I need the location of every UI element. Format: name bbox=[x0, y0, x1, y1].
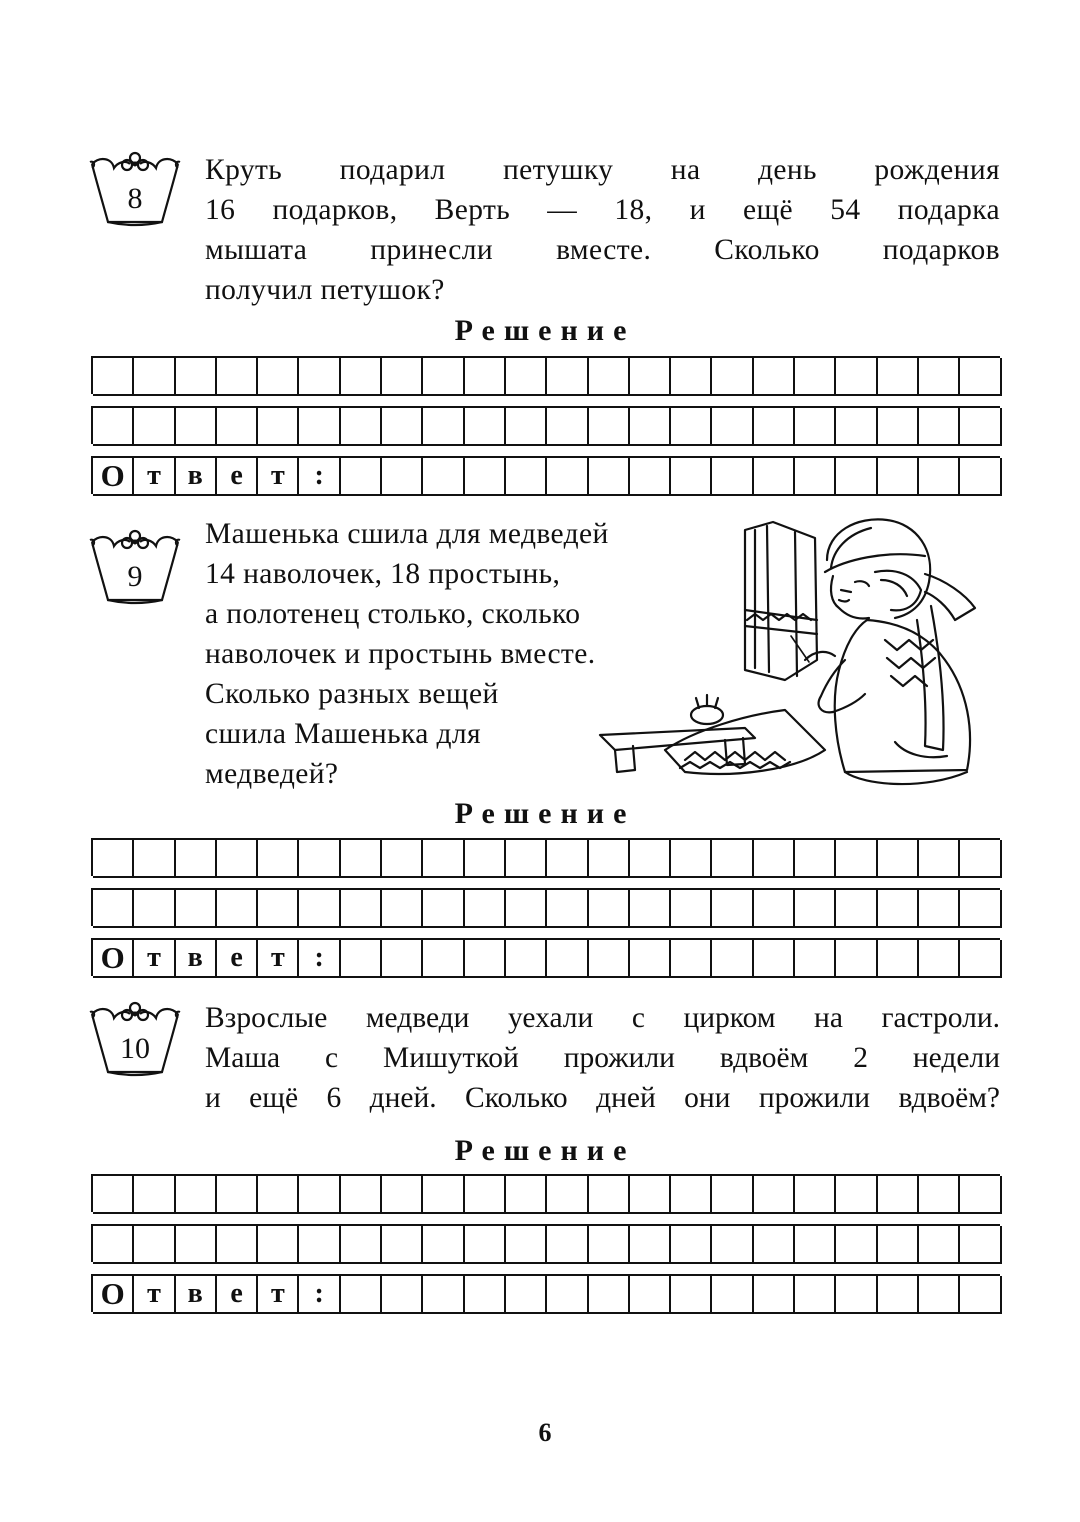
grid-cell[interactable] bbox=[712, 1176, 753, 1214]
answer-label-cell: т bbox=[134, 458, 175, 496]
grid-cell[interactable] bbox=[589, 1176, 630, 1214]
grid-cell[interactable] bbox=[795, 940, 836, 978]
grid-cell[interactable] bbox=[547, 890, 588, 928]
grid-cell[interactable] bbox=[836, 1176, 877, 1214]
grid-cell[interactable] bbox=[712, 1276, 753, 1314]
grid-cell[interactable] bbox=[134, 358, 175, 396]
solution-heading: Решение bbox=[454, 1134, 636, 1167]
grid-cell[interactable] bbox=[341, 358, 382, 396]
grid-cell[interactable] bbox=[589, 1226, 630, 1264]
answer-label-cell: : bbox=[299, 1276, 340, 1314]
answer-label-cell: т bbox=[258, 458, 299, 496]
grid-cell[interactable] bbox=[795, 1276, 836, 1314]
grid-cell[interactable] bbox=[795, 840, 836, 878]
grid-cell[interactable] bbox=[630, 1226, 671, 1264]
grid-cell[interactable] bbox=[878, 890, 919, 928]
grid-cell[interactable] bbox=[547, 940, 588, 978]
grid-cell[interactable] bbox=[423, 458, 464, 496]
answer-label-cell: т bbox=[258, 940, 299, 978]
problem-line: и ещё 6 дней. Сколько дней они прожили вдвоём? bbox=[205, 1082, 1000, 1114]
grid-cell[interactable] bbox=[712, 408, 753, 446]
problem-line: 14 наволочек, 18 простынь, bbox=[205, 558, 561, 590]
grid-cell[interactable] bbox=[878, 358, 919, 396]
grid-cell[interactable] bbox=[919, 358, 960, 396]
grid-cell[interactable] bbox=[754, 408, 795, 446]
problem-line: получил петушок? bbox=[205, 274, 445, 306]
grid-cell[interactable] bbox=[299, 358, 340, 396]
problem-line: наволочек и простынь вместе. bbox=[205, 638, 596, 670]
answer-label-cell: в bbox=[176, 1276, 217, 1314]
solution-grid-row[interactable] bbox=[91, 1174, 1000, 1212]
grid-cell[interactable] bbox=[878, 1276, 919, 1314]
grid-cell[interactable] bbox=[878, 458, 919, 496]
grid-cell[interactable] bbox=[382, 840, 423, 878]
grid-cell[interactable] bbox=[754, 358, 795, 396]
grid-cell[interactable] bbox=[878, 408, 919, 446]
grid-cell[interactable] bbox=[754, 1176, 795, 1214]
grid-cell[interactable] bbox=[217, 890, 258, 928]
grid-cell[interactable] bbox=[919, 1226, 960, 1264]
answer-label-cell: е bbox=[217, 940, 258, 978]
grid-cell[interactable] bbox=[754, 458, 795, 496]
grid-cell[interactable] bbox=[630, 840, 671, 878]
grid-cell[interactable] bbox=[506, 458, 547, 496]
grid-cell[interactable] bbox=[506, 1176, 547, 1214]
grid-cell[interactable] bbox=[299, 1176, 340, 1214]
grid-cell[interactable] bbox=[423, 408, 464, 446]
grid-cell[interactable] bbox=[217, 840, 258, 878]
grid-cell[interactable] bbox=[547, 840, 588, 878]
grid-cell[interactable] bbox=[93, 1176, 134, 1214]
task-number: 10 bbox=[120, 1032, 150, 1065]
grid-cell[interactable] bbox=[754, 1226, 795, 1264]
solution-grid-row[interactable] bbox=[91, 356, 1000, 394]
grid-cell[interactable] bbox=[382, 408, 423, 446]
grid-cell[interactable] bbox=[671, 840, 712, 878]
grid-cell[interactable] bbox=[176, 1226, 217, 1264]
grid-cell[interactable] bbox=[712, 358, 753, 396]
grid-cell[interactable] bbox=[506, 408, 547, 446]
grid-cell[interactable] bbox=[299, 840, 340, 878]
grid-cell[interactable] bbox=[630, 408, 671, 446]
grid-cell[interactable] bbox=[795, 408, 836, 446]
grid-cell[interactable] bbox=[465, 1226, 506, 1264]
grid-cell[interactable] bbox=[382, 358, 423, 396]
grid-cell[interactable] bbox=[506, 1276, 547, 1314]
grid-cell[interactable] bbox=[712, 1226, 753, 1264]
grid-cell[interactable] bbox=[795, 458, 836, 496]
grid-cell[interactable] bbox=[878, 1176, 919, 1214]
grid-cell[interactable] bbox=[258, 1176, 299, 1214]
grid-cell[interactable] bbox=[93, 840, 134, 878]
grid-cell[interactable] bbox=[465, 890, 506, 928]
grid-cell[interactable] bbox=[176, 358, 217, 396]
grid-cell[interactable] bbox=[630, 458, 671, 496]
answer-label-cell: е bbox=[217, 1276, 258, 1314]
grid-cell[interactable] bbox=[630, 358, 671, 396]
grid-cell[interactable] bbox=[919, 408, 960, 446]
grid-cell[interactable] bbox=[919, 840, 960, 878]
answer-label-cell: О bbox=[93, 940, 134, 978]
grid-cell[interactable] bbox=[93, 358, 134, 396]
grid-cell[interactable] bbox=[299, 1226, 340, 1264]
answer-label-cell: е bbox=[217, 458, 258, 496]
grid-cell[interactable] bbox=[341, 940, 382, 978]
grid-cell[interactable] bbox=[258, 358, 299, 396]
grid-cell[interactable] bbox=[341, 408, 382, 446]
grid-cell[interactable] bbox=[176, 890, 217, 928]
grid-cell[interactable] bbox=[382, 458, 423, 496]
grid-cell[interactable] bbox=[547, 1226, 588, 1264]
solution-grid-row[interactable] bbox=[91, 1224, 1000, 1262]
grid-cell[interactable] bbox=[547, 358, 588, 396]
grid-cell[interactable] bbox=[93, 408, 134, 446]
crown-number-badge bbox=[86, 1000, 184, 1078]
problem-line: Машенька сшила для медведей bbox=[205, 518, 609, 550]
page-number: 6 bbox=[538, 1418, 552, 1447]
grid-cell[interactable] bbox=[217, 1226, 258, 1264]
grid-cell[interactable] bbox=[465, 458, 506, 496]
grid-cell[interactable] bbox=[960, 1226, 1001, 1264]
grid-cell[interactable] bbox=[712, 940, 753, 978]
grid-cell[interactable] bbox=[671, 458, 712, 496]
problem-line: 16 подарков, Верть — 18, и ещё 54 подарка bbox=[205, 194, 1000, 226]
problem-text bbox=[205, 150, 1000, 310]
grid-cell[interactable] bbox=[712, 458, 753, 496]
grid-cell[interactable] bbox=[341, 1276, 382, 1314]
grid-cell[interactable] bbox=[134, 1176, 175, 1214]
crown-number-badge bbox=[86, 150, 184, 228]
grid-cell[interactable] bbox=[176, 1176, 217, 1214]
grid-cell[interactable] bbox=[258, 890, 299, 928]
grid-cell[interactable] bbox=[506, 1226, 547, 1264]
answer-label-cell: О bbox=[93, 1276, 134, 1314]
solution-grid-row[interactable] bbox=[91, 888, 1000, 926]
problem-line: медведей? bbox=[205, 758, 339, 790]
grid-cell[interactable] bbox=[589, 840, 630, 878]
grid-cell[interactable] bbox=[671, 358, 712, 396]
answer-label-cell: О bbox=[93, 458, 134, 496]
answer-label-cell: т bbox=[258, 1276, 299, 1314]
grid-cell[interactable] bbox=[93, 1226, 134, 1264]
answer-label-cell: в bbox=[176, 458, 217, 496]
grid-cell[interactable] bbox=[754, 840, 795, 878]
grid-cell[interactable] bbox=[836, 940, 877, 978]
grid-cell[interactable] bbox=[465, 840, 506, 878]
grid-cell[interactable] bbox=[382, 890, 423, 928]
grid-cell[interactable] bbox=[836, 408, 877, 446]
grid-cell[interactable] bbox=[465, 1176, 506, 1214]
grid-cell[interactable] bbox=[630, 1176, 671, 1214]
grid-cell[interactable] bbox=[960, 408, 1001, 446]
grid-cell[interactable] bbox=[134, 1226, 175, 1264]
grid-cell[interactable] bbox=[465, 408, 506, 446]
grid-cell[interactable] bbox=[878, 1226, 919, 1264]
grid-cell[interactable] bbox=[134, 890, 175, 928]
problem-line: а полотенец столько, сколько bbox=[205, 598, 581, 630]
problem-line: мышата принесли вместе. Сколько подарков bbox=[205, 234, 1000, 266]
grid-cell[interactable] bbox=[176, 408, 217, 446]
answer-label-cell: : bbox=[299, 940, 340, 978]
grid-cell[interactable] bbox=[382, 940, 423, 978]
grid-cell[interactable] bbox=[134, 408, 175, 446]
grid-cell[interactable] bbox=[960, 940, 1001, 978]
grid-cell[interactable] bbox=[960, 458, 1001, 496]
grid-cell[interactable] bbox=[465, 358, 506, 396]
grid-cell[interactable] bbox=[630, 1276, 671, 1314]
solution-heading: Решение bbox=[454, 314, 636, 347]
answer-label-cell: т bbox=[134, 940, 175, 978]
grid-cell[interactable] bbox=[547, 408, 588, 446]
grid-cell[interactable] bbox=[134, 840, 175, 878]
grid-cell[interactable] bbox=[506, 358, 547, 396]
grid-cell[interactable] bbox=[836, 358, 877, 396]
grid-cell[interactable] bbox=[878, 840, 919, 878]
grid-cell[interactable] bbox=[754, 940, 795, 978]
problem-line: Маша с Мишуткой прожили вдвоём 2 недели bbox=[205, 1042, 1000, 1074]
grid-cell[interactable] bbox=[919, 458, 960, 496]
grid-cell[interactable] bbox=[795, 358, 836, 396]
grid-cell[interactable] bbox=[878, 940, 919, 978]
grid-cell[interactable] bbox=[836, 458, 877, 496]
grid-cell[interactable] bbox=[589, 358, 630, 396]
grid-cell[interactable] bbox=[423, 1176, 464, 1214]
grid-cell[interactable] bbox=[382, 1226, 423, 1264]
answer-grid-row[interactable] bbox=[91, 456, 1000, 494]
answer-grid-row[interactable] bbox=[91, 938, 1000, 976]
grid-cell[interactable] bbox=[341, 1226, 382, 1264]
grid-cell[interactable] bbox=[423, 1226, 464, 1264]
grid-cell[interactable] bbox=[547, 458, 588, 496]
grid-cell[interactable] bbox=[589, 940, 630, 978]
grid-cell[interactable] bbox=[836, 840, 877, 878]
solution-grid-row[interactable] bbox=[91, 838, 1000, 876]
grid-cell[interactable] bbox=[630, 890, 671, 928]
task-number: 9 bbox=[127, 560, 143, 593]
grid-cell[interactable] bbox=[836, 890, 877, 928]
grid-cell[interactable] bbox=[423, 1276, 464, 1314]
answer-label-cell: : bbox=[299, 458, 340, 496]
answer-label-cell: т bbox=[134, 1276, 175, 1314]
grid-cell[interactable] bbox=[795, 1176, 836, 1214]
grid-cell[interactable] bbox=[919, 890, 960, 928]
grid-cell[interactable] bbox=[712, 840, 753, 878]
grid-cell[interactable] bbox=[671, 890, 712, 928]
grid-cell[interactable] bbox=[919, 1276, 960, 1314]
grid-cell[interactable] bbox=[423, 940, 464, 978]
grid-cell[interactable] bbox=[465, 940, 506, 978]
grid-cell[interactable] bbox=[217, 408, 258, 446]
grid-cell[interactable] bbox=[93, 890, 134, 928]
grid-cell[interactable] bbox=[506, 940, 547, 978]
grid-cell[interactable] bbox=[341, 1176, 382, 1214]
grid-cell[interactable] bbox=[960, 840, 1001, 878]
grid-cell[interactable] bbox=[258, 408, 299, 446]
grid-cell[interactable] bbox=[671, 408, 712, 446]
grid-cell[interactable] bbox=[589, 458, 630, 496]
grid-cell[interactable] bbox=[341, 890, 382, 928]
grid-cell[interactable] bbox=[754, 890, 795, 928]
grid-cell[interactable] bbox=[671, 940, 712, 978]
crown-number-badge bbox=[86, 528, 184, 606]
answer-label-cell: в bbox=[176, 940, 217, 978]
grid-cell[interactable] bbox=[671, 1276, 712, 1314]
grid-cell[interactable] bbox=[919, 940, 960, 978]
grid-cell[interactable] bbox=[960, 890, 1001, 928]
grid-cell[interactable] bbox=[795, 890, 836, 928]
solution-heading: Решение bbox=[454, 797, 636, 830]
grid-cell[interactable] bbox=[465, 1276, 506, 1314]
grid-cell[interactable] bbox=[506, 840, 547, 878]
grid-cell[interactable] bbox=[258, 840, 299, 878]
task-number: 8 bbox=[127, 182, 143, 215]
grid-cell[interactable] bbox=[341, 840, 382, 878]
grid-cell[interactable] bbox=[423, 840, 464, 878]
answer-grid-row[interactable] bbox=[91, 1274, 1000, 1312]
grid-cell[interactable] bbox=[630, 940, 671, 978]
grid-cell[interactable] bbox=[506, 890, 547, 928]
grid-cell[interactable] bbox=[754, 1276, 795, 1314]
grid-cell[interactable] bbox=[382, 1276, 423, 1314]
grid-cell[interactable] bbox=[341, 458, 382, 496]
grid-cell[interactable] bbox=[299, 408, 340, 446]
grid-cell[interactable] bbox=[671, 1176, 712, 1214]
grid-cell[interactable] bbox=[671, 1226, 712, 1264]
grid-cell[interactable] bbox=[919, 1176, 960, 1214]
grid-cell[interactable] bbox=[382, 1176, 423, 1214]
grid-cell[interactable] bbox=[547, 1176, 588, 1214]
grid-cell[interactable] bbox=[960, 1276, 1001, 1314]
problem-line: сшила Машенька для bbox=[205, 718, 482, 750]
grid-cell[interactable] bbox=[217, 1176, 258, 1214]
grid-cell[interactable] bbox=[836, 1276, 877, 1314]
grid-cell[interactable] bbox=[960, 1176, 1001, 1214]
grid-cell[interactable] bbox=[423, 890, 464, 928]
grid-cell[interactable] bbox=[589, 890, 630, 928]
grid-cell[interactable] bbox=[589, 408, 630, 446]
problem-text bbox=[205, 998, 1000, 1118]
problem-line: Сколько разных вещей bbox=[205, 678, 499, 710]
problem-line: Круть подарил петушку на день рождения bbox=[205, 154, 1000, 186]
grid-cell[interactable] bbox=[547, 1276, 588, 1314]
grid-cell[interactable] bbox=[960, 358, 1001, 396]
grid-cell[interactable] bbox=[836, 1226, 877, 1264]
grid-cell[interactable] bbox=[795, 1226, 836, 1264]
grid-cell[interactable] bbox=[176, 840, 217, 878]
problem-line: Взрослые медведи уехали с цирком на гастроли. bbox=[205, 1002, 1000, 1034]
grid-cell[interactable] bbox=[712, 890, 753, 928]
grid-cell[interactable] bbox=[258, 1226, 299, 1264]
grid-cell[interactable] bbox=[217, 358, 258, 396]
solution-grid-row[interactable] bbox=[91, 406, 1000, 444]
grid-cell[interactable] bbox=[423, 358, 464, 396]
grid-cell[interactable] bbox=[299, 890, 340, 928]
grid-cell[interactable] bbox=[589, 1276, 630, 1314]
girl-sewing-illustration bbox=[595, 510, 1013, 800]
